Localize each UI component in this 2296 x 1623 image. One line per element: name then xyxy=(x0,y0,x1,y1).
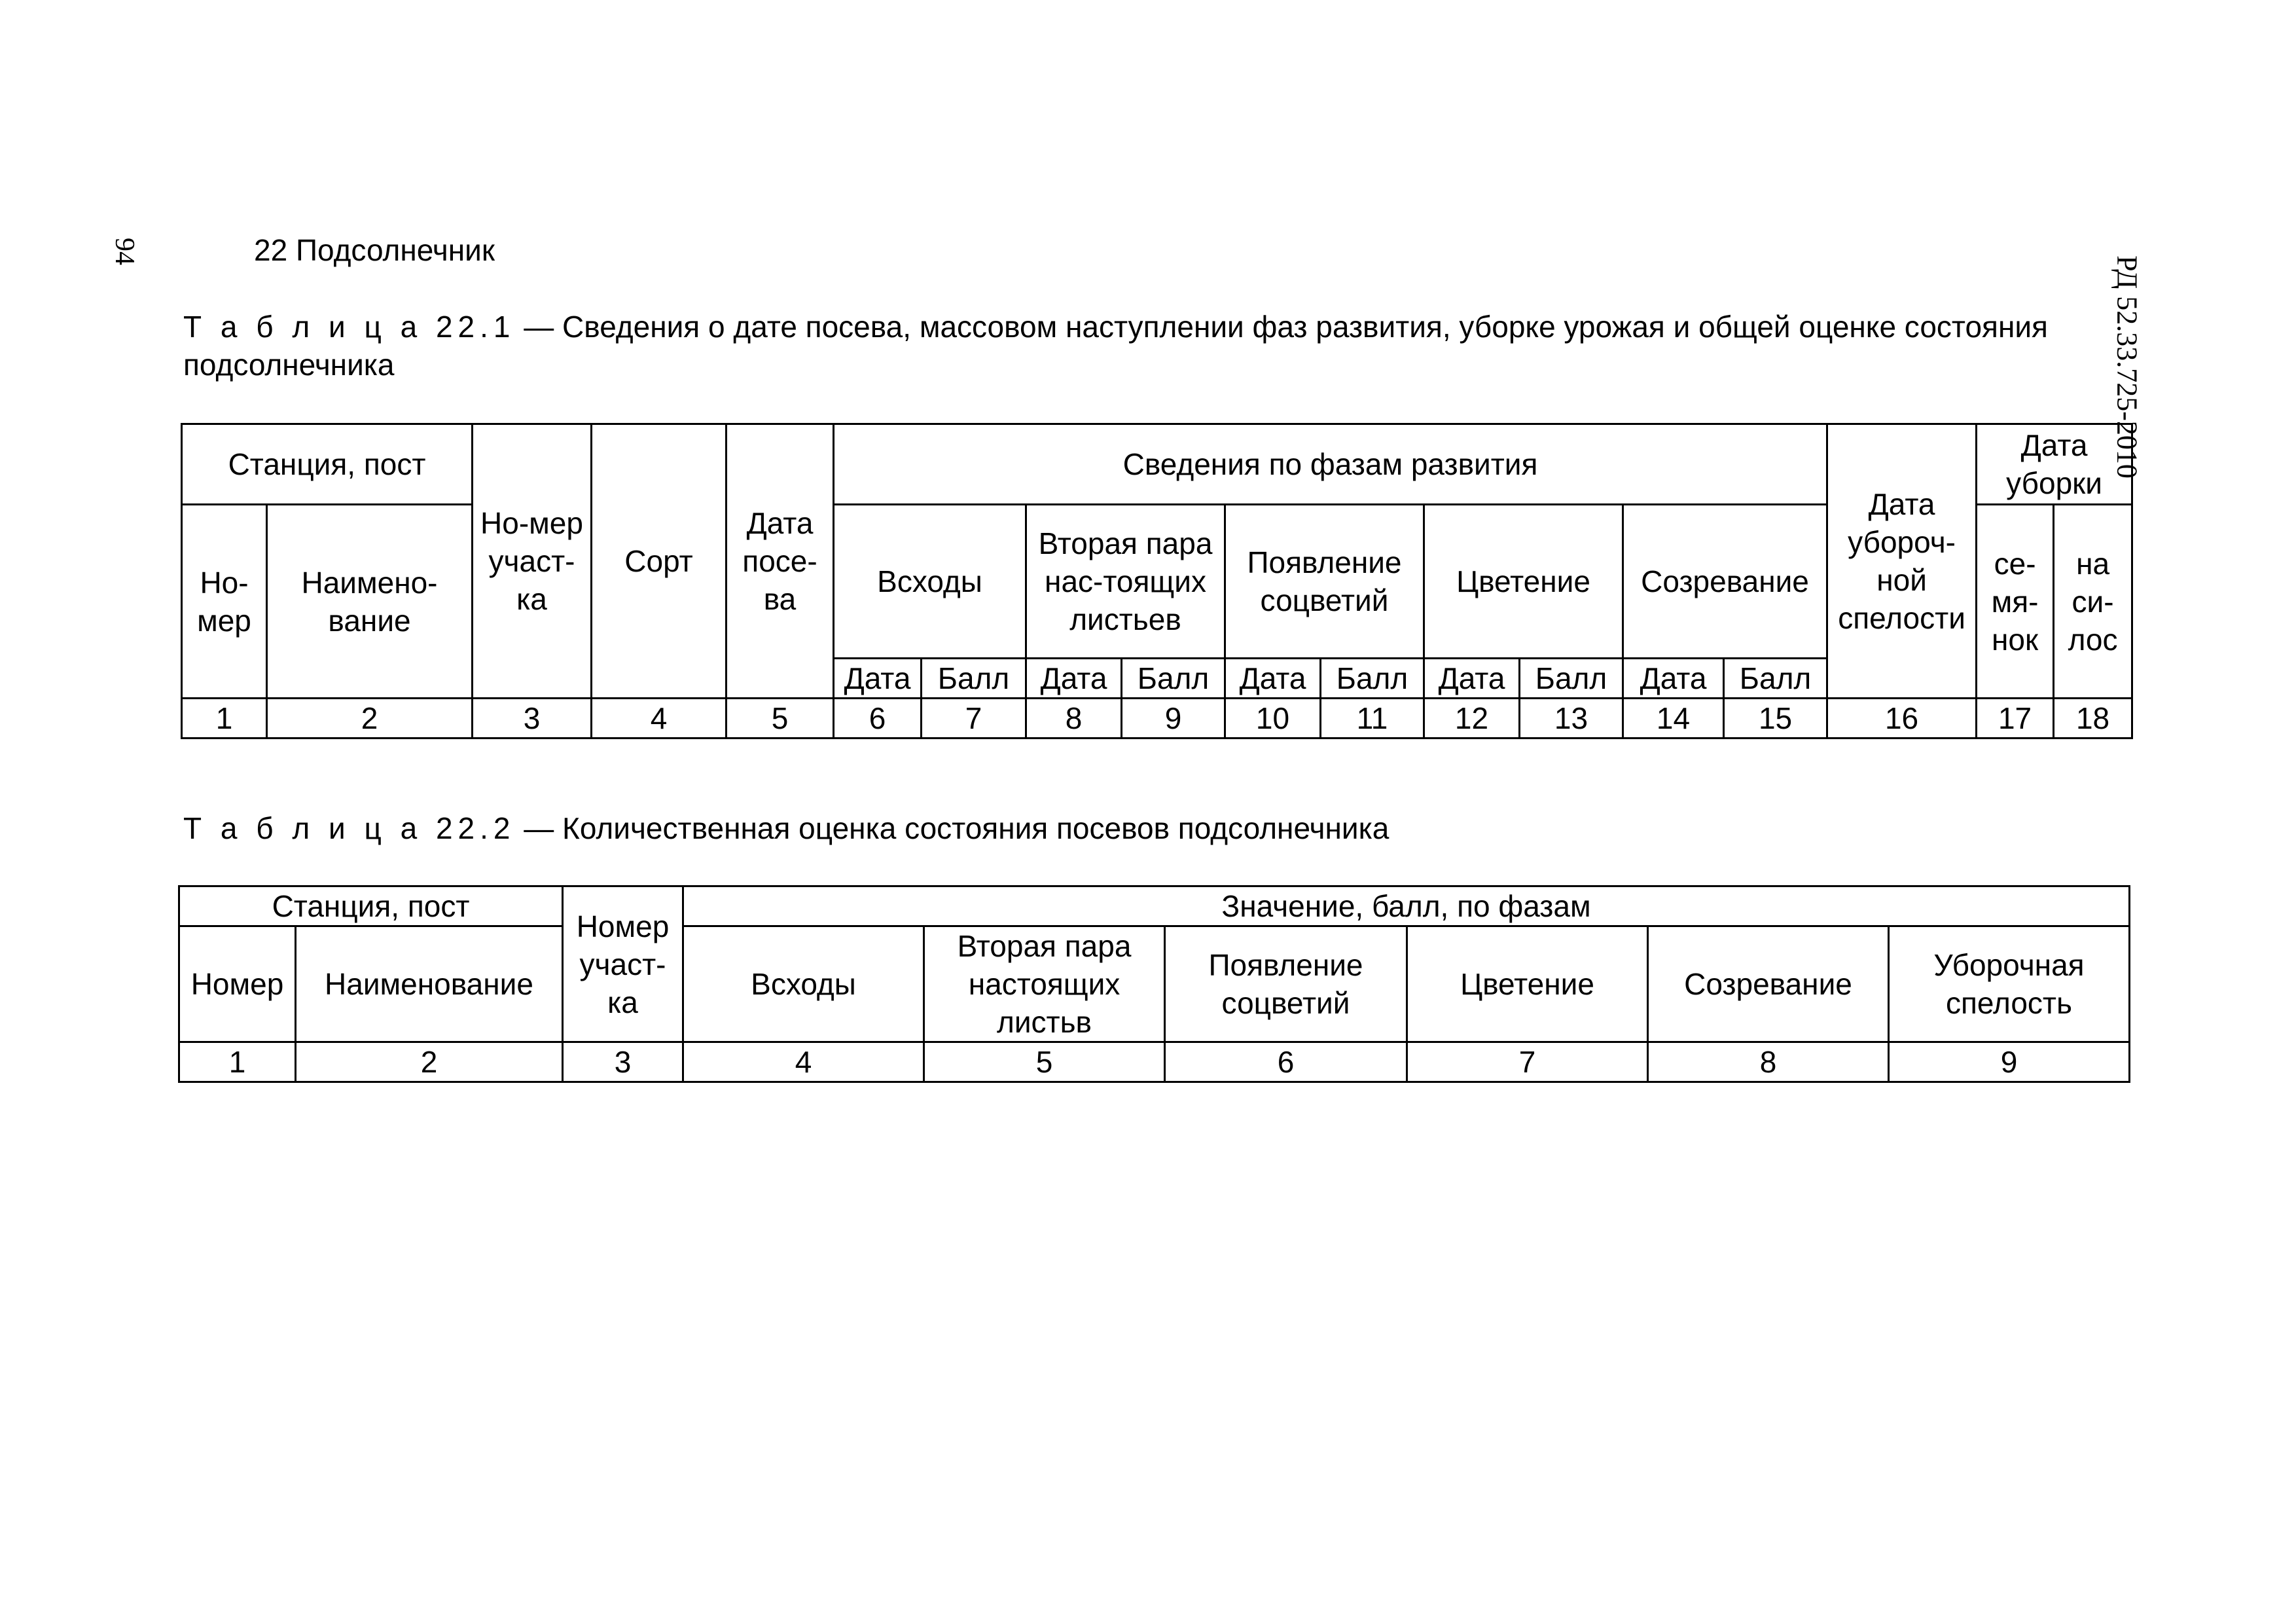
header-harvest-seeds: се-мя-нок xyxy=(1977,505,2054,699)
header-phase-inflorescence: Появление соцветий xyxy=(1225,505,1424,659)
column-number: 4 xyxy=(592,699,726,739)
header-date: Дата xyxy=(1424,659,1520,699)
table-2-caption-text: — Количественная оценка состояния посевов подсолнечника xyxy=(515,811,1390,845)
header-score: Балл xyxy=(922,659,1026,699)
column-number: 15 xyxy=(1724,699,1827,739)
header-sowing-date: Дата посе-ва xyxy=(726,424,834,699)
header-value-by-phases: Значение, балл, по фазам xyxy=(683,886,2130,926)
header-phases: Сведения по фазам развития xyxy=(834,424,1827,505)
header-phase-second-pair: Вторая пара настоящих листьв xyxy=(924,926,1165,1042)
header-plot-number: Номер участ-ка xyxy=(563,886,683,1042)
column-number: 4 xyxy=(683,1042,924,1082)
header-phase-flowering: Цветение xyxy=(1424,505,1623,659)
header-station-number: Номер xyxy=(179,926,296,1042)
header-date: Дата xyxy=(1225,659,1321,699)
header-harvest-ripeness-date: Дата убороч-ной спелости xyxy=(1827,424,1977,699)
header-date: Дата xyxy=(1623,659,1724,699)
header-station-name: Наименование xyxy=(296,926,563,1042)
column-number: 2 xyxy=(296,1042,563,1082)
column-number: 17 xyxy=(1977,699,2054,739)
header-plot-number: Но-мер участ-ка xyxy=(473,424,592,699)
header-phase-ripening: Созревание xyxy=(1623,505,1827,659)
header-score: Балл xyxy=(1321,659,1424,699)
column-number: 2 xyxy=(267,699,473,739)
column-number: 7 xyxy=(1407,1042,1648,1082)
table-1-caption-text: — Сведения о дате посева, массовом наступлении фаз развития, уборке урожая и общей оценке состояния подсолнечника xyxy=(183,310,2048,382)
header-harvest-silage: на си-лос xyxy=(2054,505,2132,699)
column-number: 1 xyxy=(182,699,267,739)
column-number: 7 xyxy=(922,699,1026,739)
page-number: 94 xyxy=(109,238,139,265)
column-number: 14 xyxy=(1623,699,1724,739)
header-date: Дата xyxy=(1026,659,1122,699)
column-number: 3 xyxy=(473,699,592,739)
document-code: РД 52.33.725-2010 xyxy=(2111,255,2144,479)
column-number: 9 xyxy=(1122,699,1225,739)
header-phase-ripening: Созревание xyxy=(1648,926,1889,1042)
column-number: 11 xyxy=(1321,699,1424,739)
header-station-number: Но-мер xyxy=(182,505,267,699)
column-number: 18 xyxy=(2054,699,2132,739)
column-number: 1 xyxy=(179,1042,296,1082)
header-harvest-date: Дата уборки xyxy=(1977,424,2132,505)
table-1-caption xyxy=(183,308,2121,384)
table-2-caption xyxy=(183,809,2121,847)
column-number: 9 xyxy=(1889,1042,2130,1082)
header-date: Дата xyxy=(834,659,922,699)
table-1 xyxy=(181,423,2133,739)
column-number: 6 xyxy=(834,699,922,739)
column-number: 13 xyxy=(1520,699,1623,739)
column-number: 3 xyxy=(563,1042,683,1082)
table-2-header-row-1 xyxy=(179,886,2130,926)
header-phase-flowering: Цветение xyxy=(1407,926,1648,1042)
table-1-header-row-1 xyxy=(182,424,2132,505)
header-phase-harvest-ripeness: Уборочная спелость xyxy=(1889,926,2130,1042)
column-number: 6 xyxy=(1165,1042,1407,1082)
header-variety: Сорт xyxy=(592,424,726,699)
header-score: Балл xyxy=(1520,659,1623,699)
header-phase-inflorescence: Появление соцветий xyxy=(1165,926,1407,1042)
column-number: 8 xyxy=(1026,699,1122,739)
header-phase-emergence: Всходы xyxy=(683,926,924,1042)
table-2-caption-prefix: Т а б л и ц а 22.2 xyxy=(183,811,516,845)
header-station-name: Наимено-вание xyxy=(267,505,473,699)
column-number: 16 xyxy=(1827,699,1977,739)
header-station: Станция, пост xyxy=(179,886,563,926)
column-number: 5 xyxy=(924,1042,1165,1082)
header-station: Станция, пост xyxy=(182,424,473,505)
column-number: 10 xyxy=(1225,699,1321,739)
table-2 xyxy=(178,885,2130,1083)
header-score: Балл xyxy=(1122,659,1225,699)
header-score: Балл xyxy=(1724,659,1827,699)
column-number: 8 xyxy=(1648,1042,1889,1082)
header-phase-second-pair: Вторая пара нас-тоящих листьев xyxy=(1026,505,1225,659)
column-number: 5 xyxy=(726,699,834,739)
section-title: 22 Подсолнечник xyxy=(254,233,495,267)
header-phase-emergence: Всходы xyxy=(834,505,1026,659)
table-1-column-numbers-row xyxy=(182,699,2132,739)
table-2-column-numbers-row xyxy=(179,1042,2130,1082)
table-1-caption-prefix: Т а б л и ц а 22.1 xyxy=(183,310,516,344)
column-number: 12 xyxy=(1424,699,1520,739)
